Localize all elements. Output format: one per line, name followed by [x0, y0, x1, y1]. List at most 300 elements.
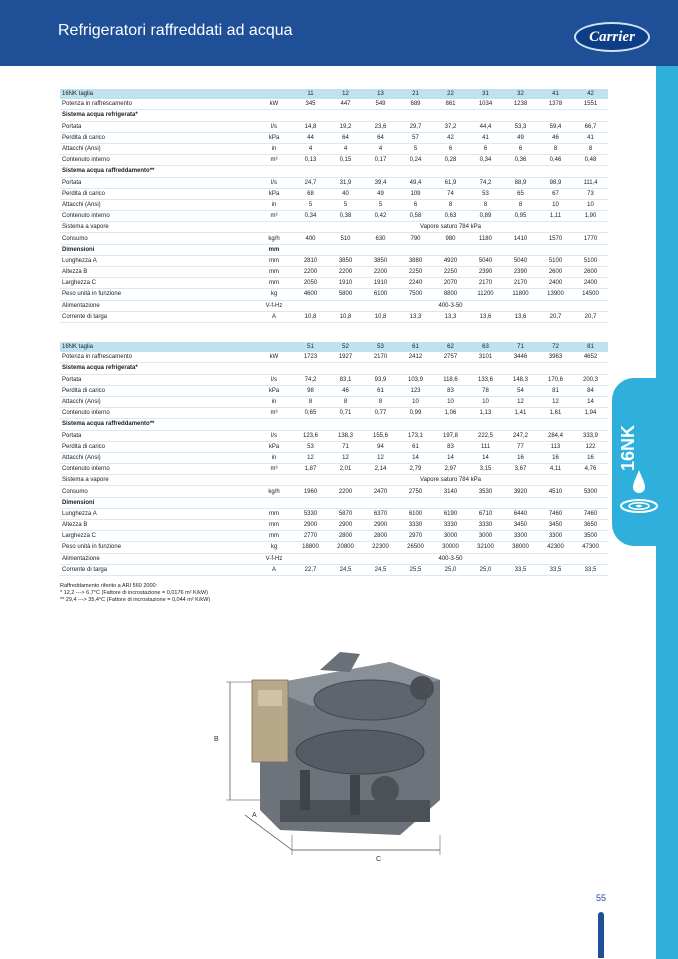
- table-row: [60, 408, 608, 419]
- value-cell: 14: [468, 452, 503, 463]
- model-size: 53: [363, 342, 398, 352]
- unit-cell: m³: [255, 408, 293, 419]
- value-cell: 1,41: [503, 408, 538, 419]
- row-label: Corrente di targa: [60, 311, 255, 322]
- value-cell: 0,28: [433, 155, 468, 166]
- value-cell: 3446: [503, 352, 538, 363]
- value-cell: 3000: [468, 531, 503, 542]
- model-size: 31: [468, 89, 503, 99]
- value-cell: 2600: [573, 267, 608, 278]
- value-cell: 4: [328, 143, 363, 154]
- value-cell: 2240: [398, 278, 433, 289]
- value-cell: 6: [468, 143, 503, 154]
- row-label: Portata: [60, 430, 255, 441]
- value-cell: 11800: [503, 289, 538, 300]
- value-cell: 0,24: [398, 155, 433, 166]
- value-cell: 30000: [433, 542, 468, 553]
- unit-cell: mm: [255, 255, 293, 266]
- value-cell: 12: [328, 452, 363, 463]
- value-cell: 0,34: [293, 211, 328, 222]
- value-cell: 25,0: [433, 564, 468, 575]
- table-row: [60, 430, 608, 441]
- table-header-row: [60, 342, 608, 352]
- unit-cell: V-f-Hz: [255, 300, 293, 311]
- row-label: Alimentazione: [60, 553, 255, 564]
- value-cell: 10: [398, 396, 433, 407]
- table-row: [60, 374, 608, 385]
- section-row: [60, 497, 608, 508]
- table-row: [60, 289, 608, 300]
- value-cell: 4,11: [538, 464, 573, 475]
- empty-cell: [293, 497, 608, 508]
- value-cell: 170,6: [538, 374, 573, 385]
- value-cell: 2770: [293, 531, 328, 542]
- carrier-logo: [574, 22, 650, 52]
- value-cell: 14500: [573, 289, 608, 300]
- unit-cell: A: [255, 311, 293, 322]
- unit-cell: l/s: [255, 430, 293, 441]
- unit-cell: m³: [255, 464, 293, 475]
- value-cell: 93,9: [363, 374, 398, 385]
- unit-cell: [255, 419, 293, 430]
- value-cell: 13,6: [503, 311, 538, 322]
- value-cell: 1,87: [293, 464, 328, 475]
- value-cell: 0,63: [433, 211, 468, 222]
- value-cell: 3850: [328, 255, 363, 266]
- value-cell: 1770: [573, 233, 608, 244]
- value-cell: 2800: [363, 531, 398, 542]
- value-cell: 5: [363, 199, 398, 210]
- value-cell: 1570: [538, 233, 573, 244]
- unit-cell: mm: [255, 278, 293, 289]
- table-row: [60, 452, 608, 463]
- value-cell: 66,7: [573, 121, 608, 132]
- value-cell: 345: [293, 99, 328, 110]
- unit-cell: kg/h: [255, 486, 293, 497]
- row-label: Perdita di carico: [60, 132, 255, 143]
- value-cell: 3530: [468, 486, 503, 497]
- value-cell: 10: [573, 199, 608, 210]
- row-label: Perdita di carico: [60, 188, 255, 199]
- value-cell: 10,8: [328, 311, 363, 322]
- value-cell: 1910: [328, 278, 363, 289]
- value-cell: 2070: [433, 278, 468, 289]
- table-row: [60, 188, 608, 199]
- value-cell: 33,5: [503, 564, 538, 575]
- value-cell: 3963: [538, 352, 573, 363]
- value-cell: 4,76: [573, 464, 608, 475]
- table-row: [60, 177, 608, 188]
- value-cell: 6: [503, 143, 538, 154]
- value-cell: 3450: [503, 520, 538, 531]
- value-cell: 8: [573, 143, 608, 154]
- unit-cell: in: [255, 199, 293, 210]
- value-cell: 5: [398, 143, 433, 154]
- value-cell: 18800: [293, 542, 328, 553]
- table-row: [60, 132, 608, 143]
- value-cell: 3330: [433, 520, 468, 531]
- table-row: [60, 385, 608, 396]
- value-cell: 7460: [538, 508, 573, 519]
- value-cell: 2900: [293, 520, 328, 531]
- value-cell: 6100: [398, 508, 433, 519]
- row-label: Altezza B: [60, 520, 255, 531]
- row-label: Contenuto interno: [60, 211, 255, 222]
- value-cell: 510: [328, 233, 363, 244]
- value-cell: 20,7: [573, 311, 608, 322]
- unit-cell: in: [255, 143, 293, 154]
- value-cell: 68: [293, 188, 328, 199]
- value-cell: 118,6: [433, 374, 468, 385]
- value-cell: 8: [328, 396, 363, 407]
- table-row: [60, 311, 608, 322]
- table-row: [60, 475, 608, 486]
- model-size: 12: [328, 89, 363, 99]
- row-label: Contenuto interno: [60, 408, 255, 419]
- value-cell: 2470: [363, 486, 398, 497]
- model-size: 61: [398, 342, 433, 352]
- spec-table-2: [60, 342, 608, 576]
- value-cell: 2170: [468, 278, 503, 289]
- row-label: Attacchi (Ansi): [60, 199, 255, 210]
- row-label: Sistema acqua refrigerata*: [60, 110, 255, 121]
- value-cell: 22,7: [293, 564, 328, 575]
- label-c: C: [376, 856, 382, 863]
- value-cell: 14: [573, 396, 608, 407]
- value-cell: 4920: [433, 255, 468, 266]
- unit-cell: in: [255, 452, 293, 463]
- value-cell: 689: [398, 99, 433, 110]
- value-cell: 103,9: [398, 374, 433, 385]
- value-cell: 67: [538, 188, 573, 199]
- value-cell: 74,2: [468, 177, 503, 188]
- table-row: [60, 199, 608, 210]
- section-row: [60, 110, 608, 121]
- value-cell: 222,5: [468, 430, 503, 441]
- value-cell: 1723: [293, 352, 328, 363]
- footnote-line: Raffreddamento riferito a ARI 560 2000:: [60, 583, 158, 589]
- value-cell: 64: [328, 132, 363, 143]
- value-cell: 44: [293, 132, 328, 143]
- value-cell: 1,06: [433, 408, 468, 419]
- row-label: Attacchi (Ansi): [60, 143, 255, 154]
- row-label: Larghezza C: [60, 278, 255, 289]
- value-cell: 12: [503, 396, 538, 407]
- value-cell: 0,38: [328, 211, 363, 222]
- value-cell: 61: [363, 385, 398, 396]
- row-label: Sistema acqua refrigerata*: [60, 363, 255, 374]
- merged-value: 400-3-50: [293, 553, 608, 564]
- value-cell: 2200: [328, 486, 363, 497]
- row-label: Peso unità in funzione: [60, 542, 255, 553]
- value-cell: 2750: [398, 486, 433, 497]
- row-label: Altezza B: [60, 267, 255, 278]
- value-cell: 14: [398, 452, 433, 463]
- unit-cell: m³: [255, 211, 293, 222]
- value-cell: 2170: [503, 278, 538, 289]
- value-cell: 2412: [398, 352, 433, 363]
- value-cell: 7500: [398, 289, 433, 300]
- value-cell: 3330: [398, 520, 433, 531]
- value-cell: 2250: [433, 267, 468, 278]
- unit-cell: mm: [255, 520, 293, 531]
- page-title: Refrigeratori raffreddati ad acqua: [58, 22, 293, 39]
- value-cell: 4: [293, 143, 328, 154]
- table-row: [60, 508, 608, 519]
- unit-cell: in: [255, 396, 293, 407]
- table-row: [60, 211, 608, 222]
- value-cell: 5: [328, 199, 363, 210]
- value-cell: 12: [363, 452, 398, 463]
- value-cell: 2,14: [363, 464, 398, 475]
- row-label: Contenuto interno: [60, 155, 255, 166]
- value-cell: 4652: [573, 352, 608, 363]
- value-cell: 2,01: [328, 464, 363, 475]
- model-size: 62: [433, 342, 468, 352]
- label-b: B: [214, 736, 219, 743]
- table-row: [60, 441, 608, 452]
- value-cell: 83: [433, 441, 468, 452]
- table-row: [60, 121, 608, 132]
- value-cell: 32100: [468, 542, 503, 553]
- model-size: 52: [328, 342, 363, 352]
- value-cell: 447: [328, 99, 363, 110]
- value-cell: 0,36: [503, 155, 538, 166]
- value-cell: 24,7: [293, 177, 328, 188]
- value-cell: 31,9: [328, 177, 363, 188]
- value-cell: 123: [398, 385, 433, 396]
- value-cell: 3300: [538, 531, 573, 542]
- value-cell: 3920: [503, 486, 538, 497]
- value-cell: 6440: [503, 508, 538, 519]
- value-cell: 2800: [328, 531, 363, 542]
- value-cell: 2900: [328, 520, 363, 531]
- unit-cell: [255, 475, 293, 486]
- value-cell: 73: [573, 188, 608, 199]
- value-cell: 5040: [468, 255, 503, 266]
- value-cell: 0,95: [503, 211, 538, 222]
- value-cell: 197,8: [433, 430, 468, 441]
- value-cell: 25,0: [468, 564, 503, 575]
- value-cell: 2200: [363, 267, 398, 278]
- pipe-flange: [410, 676, 434, 700]
- value-cell: 8800: [433, 289, 468, 300]
- unit-cell: [255, 89, 293, 99]
- model-size: 11: [293, 89, 328, 99]
- value-cell: 10,8: [363, 311, 398, 322]
- value-cell: 74,2: [293, 374, 328, 385]
- model-size: 63: [468, 342, 503, 352]
- empty-cell: [293, 419, 608, 430]
- header-bar: [0, 0, 656, 66]
- value-cell: 2400: [573, 278, 608, 289]
- table-row: [60, 267, 608, 278]
- footnote-line: ** 29,4 ---> 35,4°C (Fattore di incrostazione = 0,044 m² K/kW): [60, 597, 211, 603]
- value-cell: 4: [363, 143, 398, 154]
- value-cell: 37,2: [433, 121, 468, 132]
- value-cell: 98: [293, 385, 328, 396]
- value-cell: 65: [503, 188, 538, 199]
- value-cell: 630: [363, 233, 398, 244]
- value-cell: 14,8: [293, 121, 328, 132]
- value-cell: 42: [433, 132, 468, 143]
- spec-table-1: [60, 89, 608, 323]
- row-label: Potenza in raffrescamento: [60, 99, 255, 110]
- value-cell: 11200: [468, 289, 503, 300]
- value-cell: 3101: [468, 352, 503, 363]
- value-cell: 1551: [573, 99, 608, 110]
- merged-value: Vapore saturo 784 kPa: [293, 475, 608, 486]
- value-cell: 53,3: [503, 121, 538, 132]
- table-header-row: [60, 89, 608, 99]
- value-cell: 81: [538, 385, 573, 396]
- table-row: [60, 520, 608, 531]
- water-drop-icon: [616, 466, 662, 526]
- value-cell: 0,71: [328, 408, 363, 419]
- value-cell: 6370: [363, 508, 398, 519]
- value-cell: 0,17: [363, 155, 398, 166]
- value-cell: 200,3: [573, 374, 608, 385]
- value-cell: 1180: [468, 233, 503, 244]
- unit-cell: kPa: [255, 188, 293, 199]
- footnotes: [60, 583, 210, 604]
- value-cell: 20800: [328, 542, 363, 553]
- value-cell: 2900: [363, 520, 398, 531]
- unit-cell: m³: [255, 155, 293, 166]
- value-cell: 24,5: [328, 564, 363, 575]
- value-cell: 2390: [503, 267, 538, 278]
- sidebar-top: [656, 0, 678, 66]
- value-cell: 83: [433, 385, 468, 396]
- value-cell: 88,9: [503, 177, 538, 188]
- value-cell: 133,6: [468, 374, 503, 385]
- value-cell: 14: [433, 452, 468, 463]
- value-cell: 2757: [433, 352, 468, 363]
- row-label: Consumo: [60, 486, 255, 497]
- value-cell: 148,3: [503, 374, 538, 385]
- value-cell: 3,67: [503, 464, 538, 475]
- row-label: Portata: [60, 374, 255, 385]
- value-cell: 20,7: [538, 311, 573, 322]
- value-cell: 8: [293, 396, 328, 407]
- value-cell: 1960: [293, 486, 328, 497]
- value-cell: 2200: [328, 267, 363, 278]
- value-cell: 5330: [293, 508, 328, 519]
- logo-text: Carrier: [589, 28, 635, 45]
- value-cell: 8: [363, 396, 398, 407]
- unit-cell: A: [255, 564, 293, 575]
- value-cell: 10: [538, 199, 573, 210]
- value-cell: 3140: [433, 486, 468, 497]
- value-cell: 3000: [433, 531, 468, 542]
- value-cell: 3500: [573, 531, 608, 542]
- row-label: Dimensioni: [60, 497, 255, 508]
- value-cell: 3650: [573, 520, 608, 531]
- table-row: [60, 352, 608, 363]
- value-cell: 4510: [538, 486, 573, 497]
- value-cell: 3,15: [468, 464, 503, 475]
- row-label: Perdita di carico: [60, 385, 255, 396]
- unit-cell: [255, 363, 293, 374]
- value-cell: 33,5: [573, 564, 608, 575]
- model-size: 22: [433, 89, 468, 99]
- row-label: Consumo: [60, 233, 255, 244]
- value-cell: 49: [503, 132, 538, 143]
- row-label: Alimentazione: [60, 300, 255, 311]
- value-cell: 41: [468, 132, 503, 143]
- value-cell: 3450: [538, 520, 573, 531]
- value-cell: 24,5: [363, 564, 398, 575]
- value-cell: 1,61: [538, 408, 573, 419]
- row-label: Perdita di carico: [60, 441, 255, 452]
- value-cell: 1927: [328, 352, 363, 363]
- empty-cell: [293, 166, 608, 177]
- row-label: Peso unità in funzione: [60, 289, 255, 300]
- value-cell: 3880: [398, 255, 433, 266]
- value-cell: 2810: [293, 255, 328, 266]
- page-bar: [598, 912, 604, 958]
- model-label: 16NK taglia: [60, 89, 255, 99]
- table-row: [60, 143, 608, 154]
- value-cell: 861: [433, 99, 468, 110]
- value-cell: 1238: [503, 99, 538, 110]
- value-cell: 41: [573, 132, 608, 143]
- value-cell: 42300: [538, 542, 573, 553]
- row-label: Sistema acqua raffreddamento**: [60, 166, 255, 177]
- value-cell: 40: [328, 188, 363, 199]
- value-cell: 26500: [398, 542, 433, 553]
- value-cell: 123,6: [293, 430, 328, 441]
- value-cell: 3330: [468, 520, 503, 531]
- value-cell: 16: [538, 452, 573, 463]
- table-row: [60, 222, 608, 233]
- table-row: [60, 464, 608, 475]
- value-cell: 23,6: [363, 121, 398, 132]
- value-cell: 5: [293, 199, 328, 210]
- row-label: Corrente di targa: [60, 564, 255, 575]
- value-cell: 247,2: [503, 430, 538, 441]
- empty-cell: [293, 244, 608, 255]
- value-cell: 19,2: [328, 121, 363, 132]
- merged-value: 400-3-50: [293, 300, 608, 311]
- model-size: 72: [538, 342, 573, 352]
- value-cell: 39,4: [363, 177, 398, 188]
- unit-cell: l/s: [255, 374, 293, 385]
- value-cell: 78: [468, 385, 503, 396]
- value-cell: 6710: [468, 508, 503, 519]
- row-label: Attacchi (Ansi): [60, 396, 255, 407]
- value-cell: 1910: [363, 278, 398, 289]
- value-cell: 1,90: [573, 211, 608, 222]
- section-row: [60, 166, 608, 177]
- value-cell: 44,4: [468, 121, 503, 132]
- page-number: 55: [596, 893, 607, 903]
- table-row: [60, 255, 608, 266]
- empty-cell: [293, 110, 608, 121]
- value-cell: 0,89: [468, 211, 503, 222]
- value-cell: 3300: [503, 531, 538, 542]
- value-cell: 0,58: [398, 211, 433, 222]
- value-cell: 61: [398, 441, 433, 452]
- model-size: 21: [398, 89, 433, 99]
- table-row: [60, 553, 608, 564]
- table-row: [60, 396, 608, 407]
- value-cell: 5040: [503, 255, 538, 266]
- value-cell: 8: [433, 199, 468, 210]
- value-cell: 138,3: [328, 430, 363, 441]
- value-cell: 2200: [293, 267, 328, 278]
- model-size: 32: [503, 89, 538, 99]
